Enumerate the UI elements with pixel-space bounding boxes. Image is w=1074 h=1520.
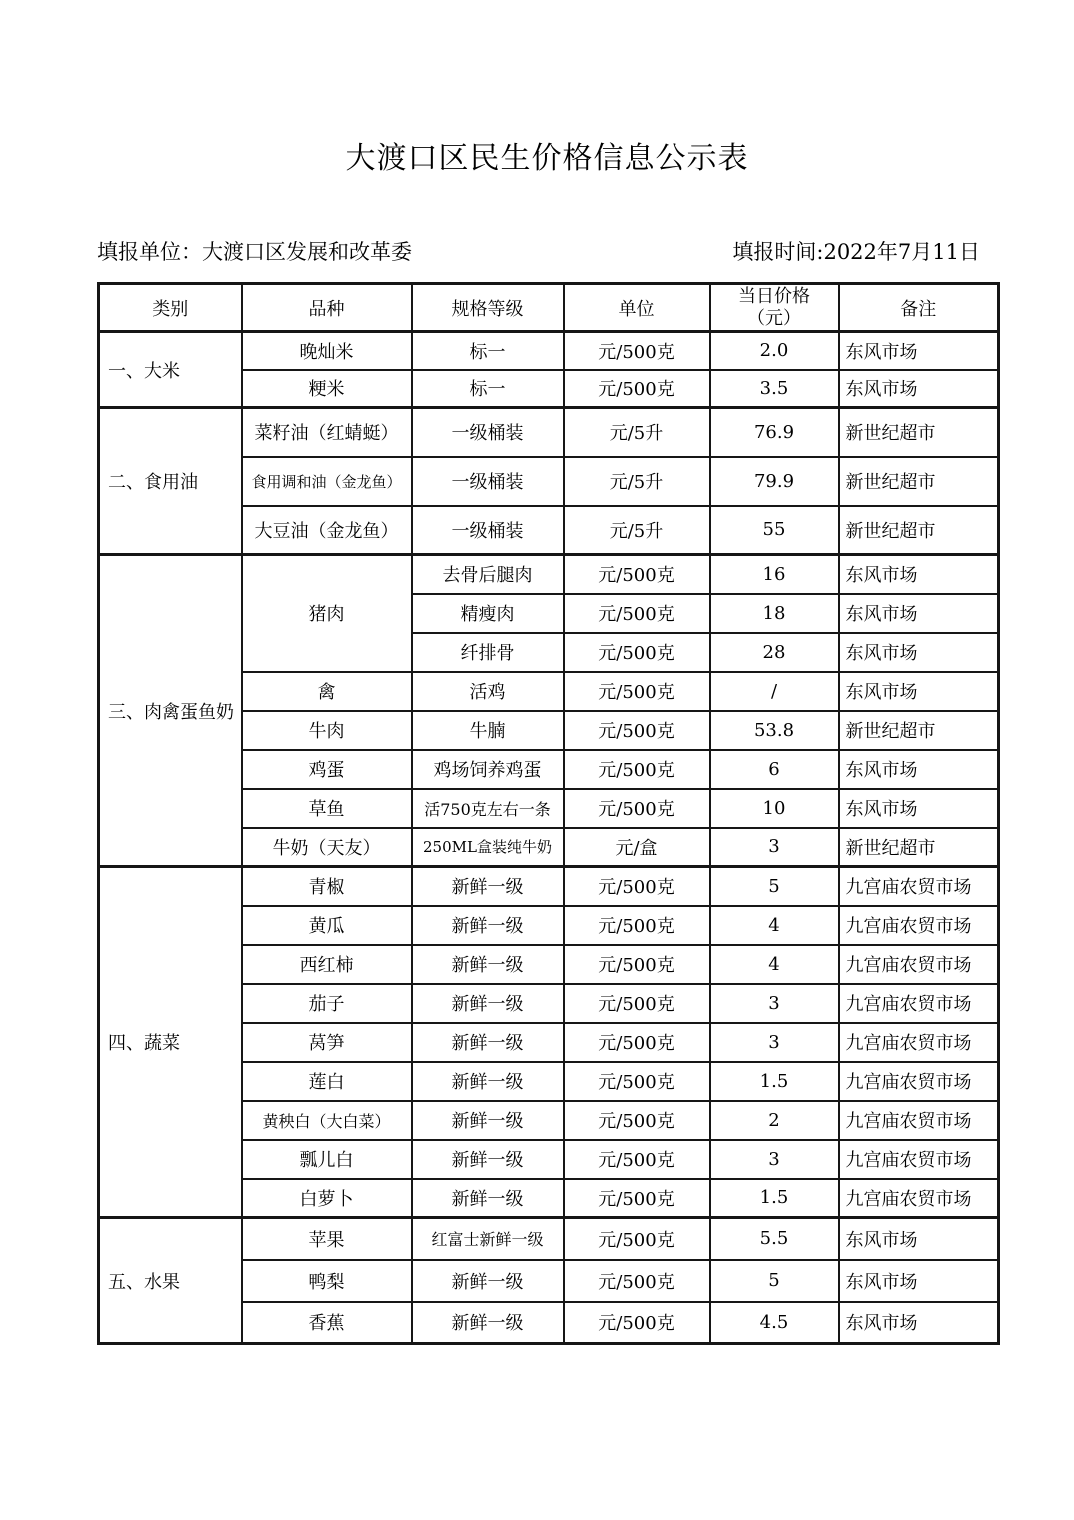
spec-cell: 一级桶装: [412, 457, 564, 506]
spec-cell: 新鲜一级: [412, 1260, 564, 1302]
price-cell: 4: [710, 945, 839, 984]
unit-cell: 元/500克: [564, 906, 710, 945]
spec-cell: 250ML盒装纯牛奶: [412, 828, 564, 867]
variety-cell: 猪肉: [242, 555, 412, 672]
price-cell: 2.0: [710, 332, 839, 370]
variety-cell: 鸭梨: [242, 1260, 412, 1302]
col-header-price: [710, 284, 839, 332]
price-cell: 3: [710, 984, 839, 1023]
spec-cell: 新鲜一级: [412, 867, 564, 906]
note-cell: 九宫庙农贸市场: [839, 867, 999, 906]
spec-cell: 纤排骨: [412, 633, 564, 672]
price-cell: 79.9: [710, 457, 839, 506]
note-cell: 新世纪超市: [839, 408, 999, 457]
price-table: [97, 282, 1000, 1345]
price-cell: 5: [710, 1260, 839, 1302]
note-cell: 九宫庙农贸市场: [839, 1023, 999, 1062]
unit-cell: 元/500克: [564, 633, 710, 672]
price-cell: 2: [710, 1101, 839, 1140]
category-cell: 一、大米: [99, 332, 242, 408]
col-header-price-line2: （元）: [747, 307, 801, 329]
note-cell: 东风市场: [839, 370, 999, 408]
unit-cell: 元/5升: [564, 408, 710, 457]
unit-cell: 元/500克: [564, 750, 710, 789]
note-cell: 东风市场: [839, 789, 999, 828]
unit-cell: 元/5升: [564, 457, 710, 506]
spec-cell: 新鲜一级: [412, 1302, 564, 1344]
price-cell: 53.8: [710, 711, 839, 750]
spec-cell: 精瘦肉: [412, 594, 564, 633]
variety-cell: 大豆油（金龙鱼）: [242, 506, 412, 555]
col-header-variety: 品种: [242, 284, 412, 332]
unit-cell: 元/500克: [564, 984, 710, 1023]
spec-cell: 牛腩: [412, 711, 564, 750]
variety-cell: 牛奶（天友）: [242, 828, 412, 867]
unit-cell: 元/5升: [564, 506, 710, 555]
unit-cell: 元/500克: [564, 1302, 710, 1344]
spec-cell: 红富士新鲜一级: [412, 1218, 564, 1260]
category-cell: 五、水果: [99, 1218, 242, 1344]
unit-cell: 元/500克: [564, 1140, 710, 1179]
spec-cell: 新鲜一级: [412, 945, 564, 984]
spec-cell: 去骨后腿肉: [412, 555, 564, 594]
price-cell: 4: [710, 906, 839, 945]
unit-cell: 元/500克: [564, 1218, 710, 1260]
variety-cell: 菜籽油（红蜻蜓）: [242, 408, 412, 457]
category-cell: 三、肉禽蛋鱼奶: [99, 555, 242, 867]
variety-cell: 香蕉: [242, 1302, 412, 1344]
unit-cell: 元/500克: [564, 789, 710, 828]
spec-cell: 活鸡: [412, 672, 564, 711]
spec-cell: 活750克左右一条: [412, 789, 564, 828]
spec-cell: 新鲜一级: [412, 1062, 564, 1101]
price-cell: 3.5: [710, 370, 839, 408]
variety-cell: 西红柿: [242, 945, 412, 984]
table-row: [99, 408, 999, 457]
note-cell: 东风市场: [839, 633, 999, 672]
price-cell: 3: [710, 1023, 839, 1062]
table-row: [99, 332, 999, 370]
note-cell: 东风市场: [839, 750, 999, 789]
spec-cell: 新鲜一级: [412, 906, 564, 945]
price-cell: 1.5: [710, 1062, 839, 1101]
variety-cell: 茄子: [242, 984, 412, 1023]
table-row: [99, 555, 999, 594]
col-header-note: 备注: [839, 284, 999, 332]
variety-cell: 黄瓜: [242, 906, 412, 945]
price-cell: 5.5: [710, 1218, 839, 1260]
note-cell: 九宫庙农贸市场: [839, 945, 999, 984]
note-cell: 新世纪超市: [839, 506, 999, 555]
category-cell: 四、蔬菜: [99, 867, 242, 1218]
price-cell: 3: [710, 828, 839, 867]
unit-cell: 元/500克: [564, 1260, 710, 1302]
header-row: [99, 284, 999, 332]
variety-cell: 苹果: [242, 1218, 412, 1260]
price-cell: 18: [710, 594, 839, 633]
spec-cell: 一级桶装: [412, 408, 564, 457]
variety-cell: 禽: [242, 672, 412, 711]
price-cell: /: [710, 672, 839, 711]
variety-cell: 莲白: [242, 1062, 412, 1101]
unit-cell: 元/500克: [564, 867, 710, 906]
variety-cell: 瓢儿白: [242, 1140, 412, 1179]
price-cell: 4.5: [710, 1302, 839, 1344]
unit-cell: 元/500克: [564, 332, 710, 370]
variety-cell: 草鱼: [242, 789, 412, 828]
spec-cell: 一级桶装: [412, 506, 564, 555]
note-cell: 新世纪超市: [839, 828, 999, 867]
price-cell: 5: [710, 867, 839, 906]
unit-cell: 元/盒: [564, 828, 710, 867]
price-cell: 76.9: [710, 408, 839, 457]
spec-cell: 新鲜一级: [412, 1179, 564, 1218]
unit-cell: 元/500克: [564, 1023, 710, 1062]
col-header-price-line1: 当日价格: [738, 285, 810, 307]
note-cell: 东风市场: [839, 672, 999, 711]
note-cell: 九宫庙农贸市场: [839, 984, 999, 1023]
unit-cell: 元/500克: [564, 672, 710, 711]
price-cell: 55: [710, 506, 839, 555]
spec-cell: 新鲜一级: [412, 1101, 564, 1140]
price-cell: 10: [710, 789, 839, 828]
spec-cell: 新鲜一级: [412, 984, 564, 1023]
spec-cell: 标一: [412, 370, 564, 408]
page-title: 大渡口区民生价格信息公示表: [345, 141, 749, 176]
unit-cell: 元/500克: [564, 711, 710, 750]
variety-cell: 黄秧白（大白菜）: [242, 1101, 412, 1140]
note-cell: 东风市场: [839, 555, 999, 594]
spec-cell: 新鲜一级: [412, 1140, 564, 1179]
col-header-unit: 单位: [564, 284, 710, 332]
spec-cell: 标一: [412, 332, 564, 370]
price-cell: 28: [710, 633, 839, 672]
category-cell: 二、食用油: [99, 408, 242, 555]
price-cell: 1.5: [710, 1179, 839, 1218]
note-cell: 新世纪超市: [839, 711, 999, 750]
price-cell: 6: [710, 750, 839, 789]
price-cell: 3: [710, 1140, 839, 1179]
unit-cell: 元/500克: [564, 945, 710, 984]
variety-cell: 粳米: [242, 370, 412, 408]
variety-cell: 白萝卜: [242, 1179, 412, 1218]
report-meta: [97, 239, 997, 266]
note-cell: 东风市场: [839, 594, 999, 633]
unit-cell: 元/500克: [564, 594, 710, 633]
note-cell: 九宫庙农贸市场: [839, 1062, 999, 1101]
note-cell: 九宫庙农贸市场: [839, 906, 999, 945]
note-cell: 新世纪超市: [839, 457, 999, 506]
note-cell: 九宫庙农贸市场: [839, 1179, 999, 1218]
spec-cell: 鸡场饲养鸡蛋: [412, 750, 564, 789]
note-cell: 东风市场: [839, 1302, 999, 1344]
variety-cell: 莴笋: [242, 1023, 412, 1062]
unit-cell: 元/500克: [564, 1062, 710, 1101]
report-unit-label: 填报单位：大渡口区发展和改革委: [97, 240, 412, 264]
table-row: [99, 867, 999, 906]
unit-cell: 元/500克: [564, 370, 710, 408]
variety-cell: 鸡蛋: [242, 750, 412, 789]
note-cell: 九宫庙农贸市场: [839, 1101, 999, 1140]
table-row: [99, 1218, 999, 1260]
variety-cell: 牛肉: [242, 711, 412, 750]
note-cell: 东风市场: [839, 1260, 999, 1302]
spec-cell: 新鲜一级: [412, 1023, 564, 1062]
note-cell: 东风市场: [839, 332, 999, 370]
note-cell: 九宫庙农贸市场: [839, 1140, 999, 1179]
note-cell: 东风市场: [839, 1218, 999, 1260]
variety-cell: 晚灿米: [242, 332, 412, 370]
col-header-category: 类别: [99, 284, 242, 332]
variety-cell: 青椒: [242, 867, 412, 906]
unit-cell: 元/500克: [564, 1101, 710, 1140]
unit-cell: 元/500克: [564, 1179, 710, 1218]
col-header-spec: 规格等级: [412, 284, 564, 332]
report-time-label: 填报时间:2022年7月11日: [732, 240, 980, 264]
variety-cell: 食用调和油（金龙鱼）: [242, 457, 412, 506]
unit-cell: 元/500克: [564, 555, 710, 594]
price-cell: 16: [710, 555, 839, 594]
